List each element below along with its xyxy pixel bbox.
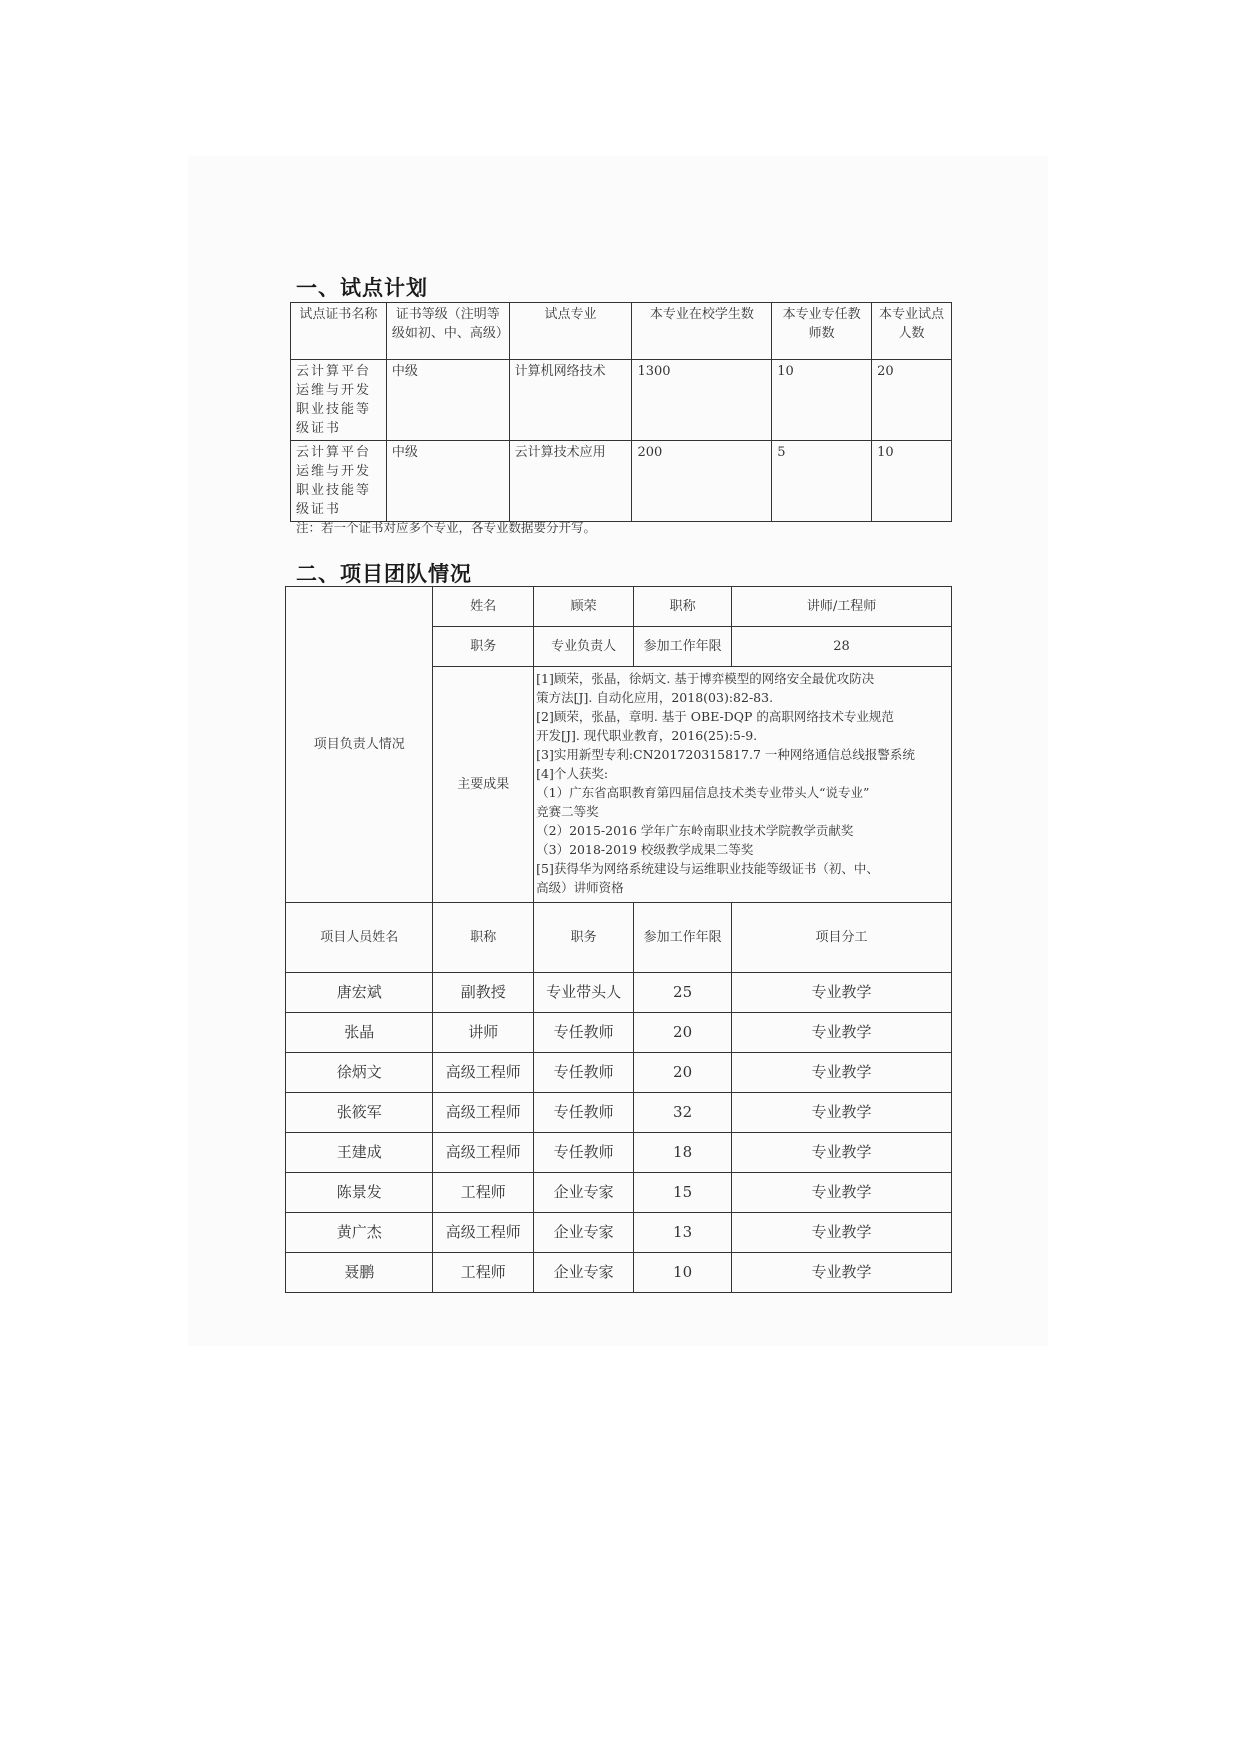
achievement-line: （1）广东省高职教育第四届信息技术类专业带头人“说专业” (536, 785, 870, 800)
member-row (286, 1093, 952, 1133)
achievement-line: （3）2018-2019 校级教学成果二等奖 (536, 842, 754, 857)
member-years: 13 (634, 1213, 732, 1253)
plan-teachers: 10 (772, 360, 872, 441)
member-position: 专任教师 (534, 1133, 634, 1173)
leader-position: 专业负责人 (534, 627, 634, 667)
leader-title: 讲师/工程师 (732, 587, 952, 627)
achievement-line: 高级）讲师资格 (536, 880, 624, 895)
position-label: 职务 (433, 627, 534, 667)
member-years: 20 (634, 1053, 732, 1093)
member-name: 陈景发 (286, 1173, 433, 1213)
member-title: 工程师 (433, 1173, 534, 1213)
plan-students: 1300 (632, 360, 772, 441)
achievement-line: [4]个人获奖: (536, 766, 609, 781)
member-years: 18 (634, 1133, 732, 1173)
member-header-row (286, 903, 952, 973)
member-title: 高级工程师 (433, 1213, 534, 1253)
member-title: 高级工程师 (433, 1053, 534, 1093)
plan-major: 计算机网络技术 (509, 360, 632, 441)
years-label: 参加工作年限 (634, 627, 732, 667)
member-row (286, 973, 952, 1013)
achievement-line: [2]顾荣，张晶，章明. 基于 OBE-DQP 的高职网络技术专业规范 (536, 709, 894, 724)
member-header-name: 项目人员姓名 (286, 903, 433, 973)
member-row (286, 1133, 952, 1173)
member-position: 专任教师 (534, 1093, 634, 1133)
member-row (286, 1213, 952, 1253)
member-header-role: 项目分工 (732, 903, 952, 973)
member-role: 专业教学 (732, 1253, 952, 1293)
leader-years: 28 (732, 627, 952, 667)
member-name: 黄广杰 (286, 1213, 433, 1253)
member-title: 工程师 (433, 1253, 534, 1293)
member-position: 企业专家 (534, 1213, 634, 1253)
member-header-position: 职务 (534, 903, 634, 973)
plan-header-level: 证书等级（注明等级如初、中、高级） (386, 303, 509, 360)
plan-pilot: 10 (872, 441, 952, 522)
member-name: 张晶 (286, 1013, 433, 1053)
member-title: 高级工程师 (433, 1093, 534, 1133)
plan-row (291, 360, 952, 441)
member-position: 企业专家 (534, 1173, 634, 1213)
member-name: 王建成 (286, 1133, 433, 1173)
member-name: 徐炳文 (286, 1053, 433, 1093)
member-title: 副教授 (433, 973, 534, 1013)
member-years: 32 (634, 1093, 732, 1133)
plan-teachers: 5 (772, 441, 872, 522)
member-name: 唐宏斌 (286, 973, 433, 1013)
title-label: 职称 (634, 587, 732, 627)
member-row (286, 1013, 952, 1053)
member-years: 20 (634, 1013, 732, 1053)
member-role: 专业教学 (732, 1133, 952, 1173)
member-role: 专业教学 (732, 1173, 952, 1213)
achievements-list (534, 667, 952, 903)
member-header-title: 职称 (433, 903, 534, 973)
plan-header-cert: 试点证书名称 (291, 303, 387, 360)
achievement-line: （2）2015-2016 学年广东岭南职业技术学院教学贡献奖 (536, 823, 854, 838)
member-row (286, 1253, 952, 1293)
member-years: 10 (634, 1253, 732, 1293)
team-table (285, 586, 952, 1293)
plan-header-major: 试点专业 (509, 303, 632, 360)
plan-students: 200 (632, 441, 772, 522)
achievement-line: 开发[J]. 现代职业教育，2016(25):5-9. (536, 728, 758, 743)
leader-name: 顾荣 (534, 587, 634, 627)
name-label: 姓名 (433, 587, 534, 627)
member-role: 专业教学 (732, 1053, 952, 1093)
member-years: 25 (634, 973, 732, 1013)
achievement-line: [1]顾荣，张晶，徐炳文. 基于博弈模型的网络安全最优攻防决 (536, 671, 875, 686)
achievement-line: 策方法[J]. 自动化应用，2018(03):82-83. (536, 690, 774, 705)
plan-level: 中级 (386, 360, 509, 441)
plan-header-pilot: 本专业试点人数 (872, 303, 952, 360)
pilot-plan-table (290, 302, 952, 522)
member-name: 聂鹏 (286, 1253, 433, 1293)
plan-header-students: 本专业在校学生数 (632, 303, 772, 360)
plan-cert: 云计算平台运维与开发职业技能等级证书 (291, 360, 387, 441)
member-role: 专业教学 (732, 1093, 952, 1133)
plan-note: 注：若一个证书对应多个专业，各专业数据要分开写。 (296, 520, 597, 535)
member-header-years: 参加工作年限 (634, 903, 732, 973)
member-role: 专业教学 (732, 1213, 952, 1253)
member-role: 专业教学 (732, 1013, 952, 1053)
achievement-line: [3]实用新型专利:CN201720315817.7 一种网络通信总线报警系统 (536, 747, 915, 762)
plan-header-row (291, 303, 952, 360)
member-row (286, 1053, 952, 1093)
section1-title: 一、试点计划 (296, 276, 428, 300)
section2-title: 二、项目团队情况 (296, 562, 472, 586)
member-title: 讲师 (433, 1013, 534, 1053)
plan-cert: 云计算平台运维与开发职业技能等级证书 (291, 441, 387, 522)
member-position: 专任教师 (534, 1013, 634, 1053)
member-position: 专业带头人 (534, 973, 634, 1013)
member-name: 张筱军 (286, 1093, 433, 1133)
member-row (286, 1173, 952, 1213)
member-title: 高级工程师 (433, 1133, 534, 1173)
plan-pilot: 20 (872, 360, 952, 441)
member-position: 专任教师 (534, 1053, 634, 1093)
leader-section-label: 项目负责人情况 (286, 587, 433, 903)
plan-major: 云计算技术应用 (509, 441, 632, 522)
plan-header-teachers: 本专业专任教师数 (772, 303, 872, 360)
plan-row (291, 441, 952, 522)
achievement-line: [5]获得华为网络系统建设与运维职业技能等级证书（初、中、 (536, 861, 879, 876)
achievement-line: 竞赛二等奖 (536, 804, 599, 819)
plan-level: 中级 (386, 441, 509, 522)
member-years: 15 (634, 1173, 732, 1213)
member-position: 企业专家 (534, 1253, 634, 1293)
achievements-label: 主要成果 (433, 667, 534, 903)
member-role: 专业教学 (732, 973, 952, 1013)
